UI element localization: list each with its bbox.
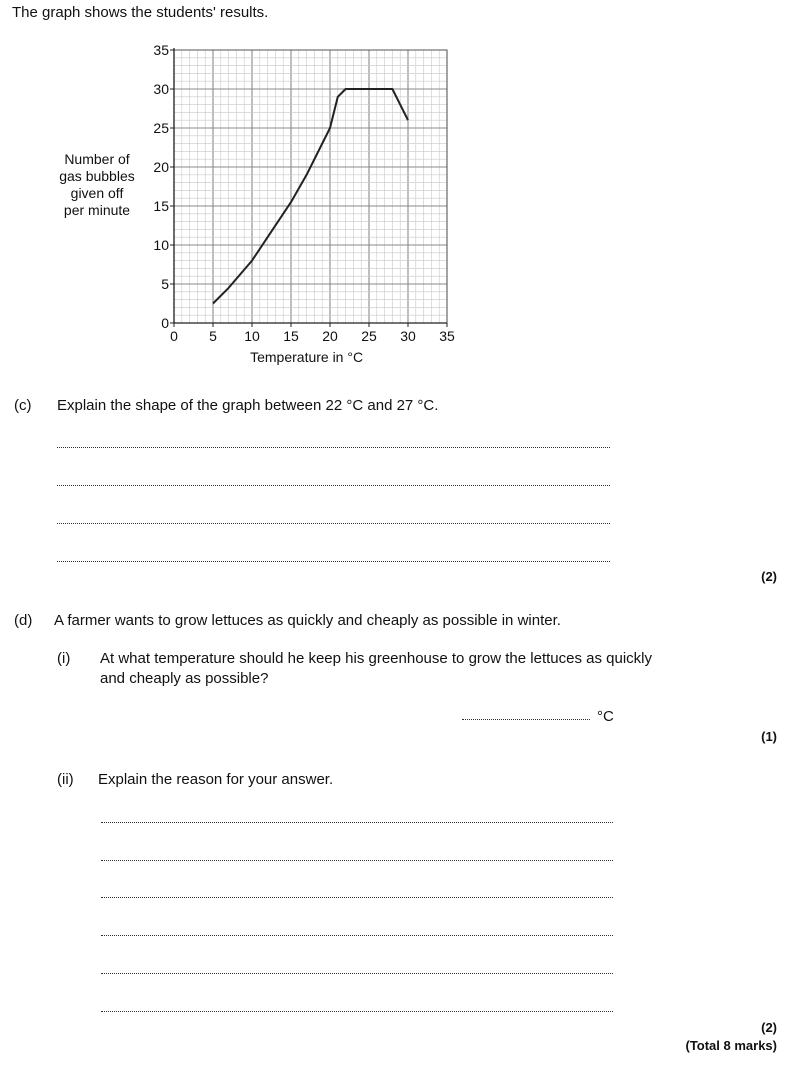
answer-line-d-ii-5[interactable]	[101, 973, 613, 974]
question-d-i-line-2: and cheaply as possible?	[100, 670, 269, 687]
y-axis-label-line-3: given off	[70, 185, 124, 201]
intro-text: The graph shows the students' results.	[12, 4, 269, 21]
x-tick-label: 35	[439, 328, 455, 344]
marks-c: (2)	[761, 569, 777, 584]
question-d-ii-text: Explain the reason for your answer.	[98, 771, 334, 788]
question-d-ii-label: (ii)	[57, 771, 74, 788]
x-tick-label: 25	[361, 328, 377, 344]
answer-line-d-ii-4[interactable]	[101, 935, 613, 936]
x-tick-label: 30	[400, 328, 416, 344]
y-tick-label: 20	[153, 159, 169, 175]
x-axis-label: Temperature in °C	[250, 349, 364, 365]
y-axis-label-line-1: Number of	[64, 151, 130, 167]
answer-line-d-ii-1[interactable]	[101, 822, 613, 823]
y-axis-label	[52, 151, 142, 219]
answer-line-c-4[interactable]	[57, 561, 610, 562]
answer-line-d-i[interactable]	[462, 719, 590, 720]
y-tick-label: 15	[153, 198, 169, 214]
question-c-text: Explain the shape of the graph between 22 °C and 27 °C.	[57, 397, 439, 414]
y-tick-label: 25	[153, 120, 169, 136]
x-tick-label: 5	[209, 328, 217, 344]
marks-d-i: (1)	[761, 729, 777, 744]
question-d-text: A farmer wants to grow lettuces as quickly and cheaply as possible in winter.	[54, 612, 561, 629]
x-tick-label: 0	[170, 328, 178, 344]
marks-d-ii: (2)	[761, 1020, 777, 1035]
plot-frame	[174, 50, 447, 323]
y-axis-label-line-4: per minute	[63, 202, 131, 218]
y-axis-label-line-2: gas bubbles	[59, 168, 135, 184]
question-c-label: (c)	[14, 397, 32, 414]
total-marks: (Total 8 marks)	[685, 1038, 777, 1053]
answer-line-d-ii-3[interactable]	[101, 897, 613, 898]
answer-line-d-ii-6[interactable]	[101, 1011, 613, 1012]
question-d-i-label: (i)	[57, 650, 71, 667]
unit-celsius: °C	[597, 708, 614, 725]
answer-line-c-3[interactable]	[57, 523, 610, 524]
answer-line-c-1[interactable]	[57, 447, 610, 448]
series-line	[213, 89, 408, 304]
x-tick-label: 15	[283, 328, 299, 344]
x-tick-label: 10	[244, 328, 260, 344]
y-tick-label: 35	[153, 42, 169, 58]
y-tick-label: 0	[161, 315, 169, 331]
question-d-i-line-1: At what temperature should he keep his greenhouse to grow the lettuces as quickly	[100, 650, 652, 667]
y-tick-label: 5	[161, 276, 169, 292]
y-tick-label: 30	[153, 81, 169, 97]
answer-line-c-2[interactable]	[57, 485, 610, 486]
y-tick-label: 10	[153, 237, 169, 253]
answer-line-d-ii-2[interactable]	[101, 860, 613, 861]
question-d-label: (d)	[14, 612, 33, 629]
x-tick-label: 20	[322, 328, 338, 344]
